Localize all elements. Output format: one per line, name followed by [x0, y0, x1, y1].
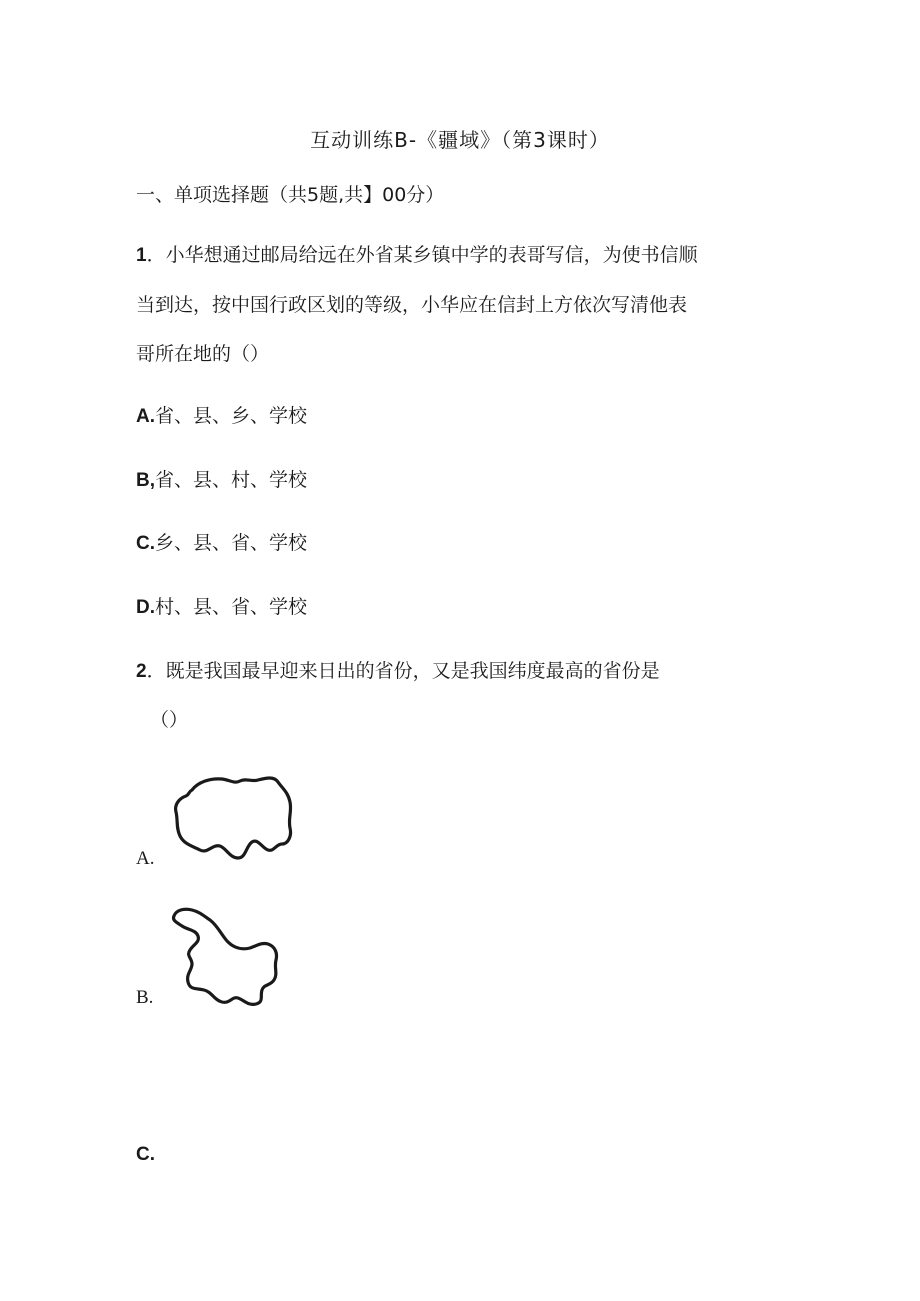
option-a-text: 省、县、乡、学校 — [155, 405, 308, 427]
question-1-option-b[interactable] — [136, 468, 307, 493]
option-a-letter: A. — [136, 406, 155, 427]
question-1-number: 1 — [136, 245, 147, 266]
section-heading: 一、单项选择题（共5题,共】00分） — [136, 184, 445, 206]
question-2-option-c[interactable] — [136, 1142, 155, 1167]
province-outline-b-icon[interactable] — [168, 906, 288, 1011]
question-2-line-1 — [136, 659, 660, 684]
question-2-text-1: ．既是我国最早迎来日出的省份，又是我国纬度最高的省份是 — [146, 660, 660, 682]
page-title: 互动训练B-《疆域》（第3课时） — [310, 128, 610, 152]
question-1-option-c[interactable] — [136, 531, 307, 556]
option-c-letter: C. — [136, 533, 155, 554]
question-1-text-2: 当到达，按中国行政区划的等级，小华应在信封上方依次写清他表 — [136, 294, 688, 316]
option-c-letter-q2: C. — [136, 1144, 155, 1165]
option-d-text: 村、县、省、学校 — [155, 596, 308, 618]
question-1-line-1 — [136, 243, 698, 268]
question-1-option-a[interactable] — [136, 404, 307, 429]
question-2-text-2: （） — [150, 709, 189, 731]
question-2-option-b-label[interactable]: B. — [136, 987, 154, 1008]
option-c-text: 乡、县、省、学校 — [155, 532, 308, 554]
province-outline-a-icon[interactable] — [170, 772, 300, 867]
option-b-letter: B, — [136, 470, 155, 491]
option-d-letter: D. — [136, 597, 155, 618]
option-b-text: 省、县、村、学校 — [155, 469, 308, 491]
question-1-text-1: ．小华想通过邮局给远在外省某乡镇中学的表哥写信，为使书信顺 — [146, 244, 698, 266]
question-1-option-d[interactable] — [136, 595, 307, 620]
question-1-text-3: 哥所在地的（） — [136, 343, 270, 365]
question-2-option-a-label[interactable]: A. — [136, 848, 155, 869]
question-2-number: 2 — [136, 661, 147, 682]
